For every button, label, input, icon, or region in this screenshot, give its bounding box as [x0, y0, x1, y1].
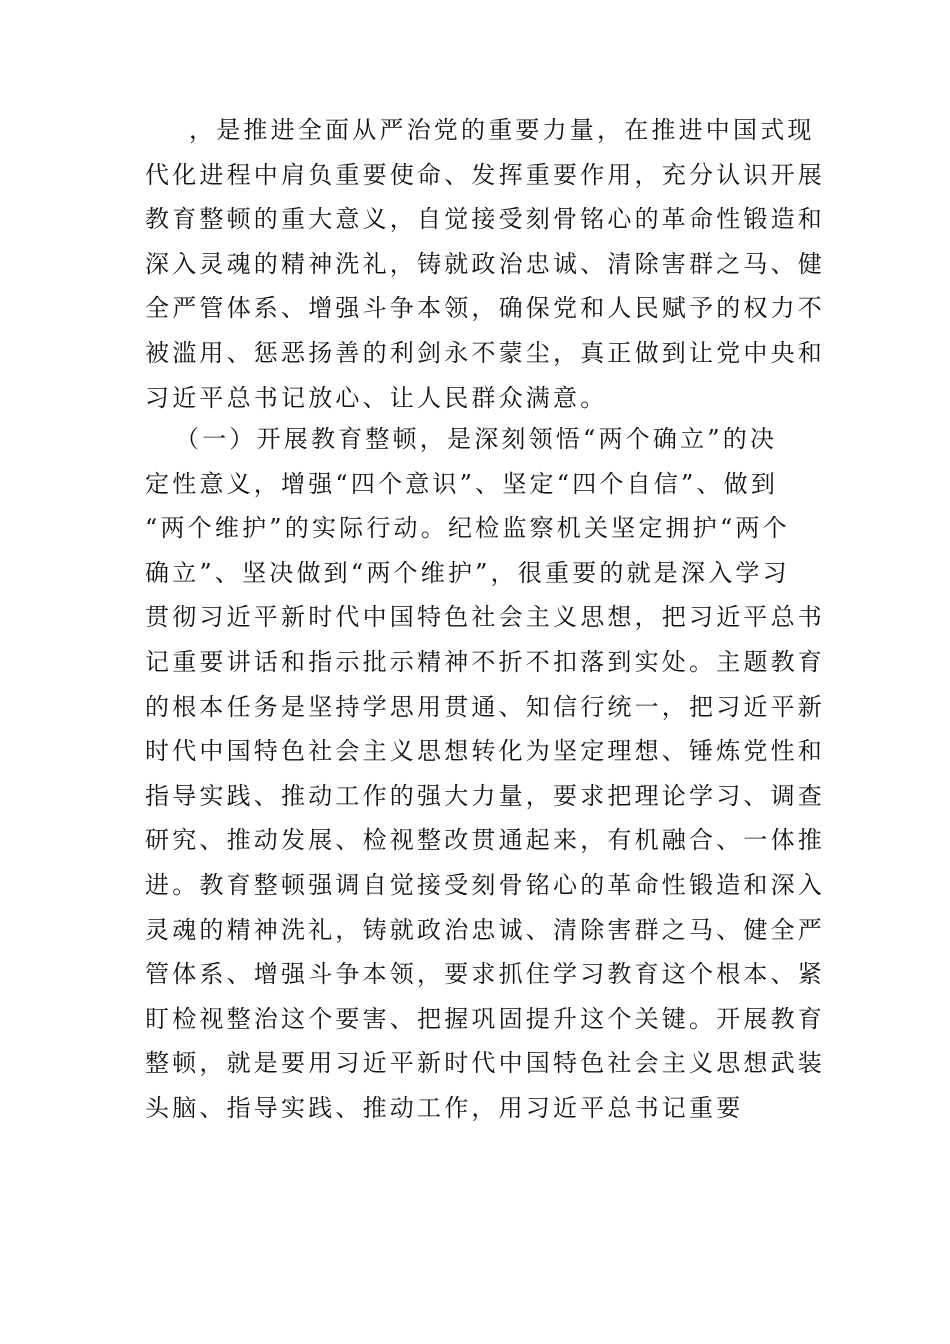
paragraph-line: 管体系、增强斗争本领，要求抓住学习教育这个根本、紧 [145, 960, 825, 989]
paragraph-line: 进。教育整顿强调自觉接受刻骨铭心的革命性锻造和深入 [145, 870, 825, 899]
paragraph-line: 被滥用、惩恶扬善的利剑永不蒙尘，真正做到让党中央和 [145, 338, 825, 367]
paragraph-line: 灵魂的精神洗礼，铸就政治忠诚、清除害群之马、健全严 [145, 915, 825, 944]
paragraph-line: 时代中国特色社会主义思想转化为坚定理想、锤炼党性和 [145, 737, 825, 766]
paragraph-line: 头脑、指导实践、推动工作，用习近平总书记重要 [145, 1093, 744, 1122]
paragraph-line: 全严管体系、增强斗争本领，确保党和人民赋予的权力不 [145, 294, 825, 323]
paragraph-line: 研究、推动发展、检视整改贯通起来，有机融合、一体推 [145, 826, 825, 855]
paragraph-line: 深入灵魂的精神洗礼，铸就政治忠诚、清除害群之马、健 [145, 249, 825, 278]
paragraph-line: 的根本任务是坚持学思用贯通、知信行统一，把习近平新 [145, 692, 825, 721]
paragraph-line: 习近平总书记放心、让人民群众满意。 [145, 383, 608, 412]
paragraph-line: 贯彻习近平新时代中国特色社会主义思想，把习近平总书 [145, 603, 825, 632]
paragraph-line: 记重要讲话和指示批示精神不折不扣落到实处。主题教育 [145, 647, 825, 676]
paragraph-1 [145, 108, 825, 420]
paragraph-line: ，是推进全面从严治党的重要力量，在推进中国式现 [189, 116, 815, 144]
paragraph-line: （一）开展教育整顿，是深刻领悟“两个确立”的决 [175, 425, 778, 453]
paragraph-2 [145, 417, 825, 1131]
paragraph-line: 教育整顿的重大意义，自觉接受刻骨铭心的革命性锻造和 [145, 205, 825, 234]
paragraph-line: 定性意义，增强“四个意识”、坚定“四个自信”、做到 [145, 469, 779, 498]
paragraph-line: 指导实践、推动工作的强大力量，要求把理论学习、调查 [145, 781, 825, 810]
paragraph-line: 代化进程中肩负重要使命、发挥重要作用，充分认识开展 [145, 160, 825, 189]
paragraph-line: “两个维护”的实际行动。纪检监察机关坚定拥护“两个 [145, 514, 790, 543]
paragraph-line: 盯检视整治这个要害、把握巩固提升这个关键。开展教育 [145, 1004, 825, 1033]
paragraph-line: 确立”、坚决做到“两个维护”，很重要的就是深入学习 [145, 558, 790, 587]
paragraph-line: 整顿，就是要用习近平新时代中国特色社会主义思想武装 [145, 1049, 825, 1078]
